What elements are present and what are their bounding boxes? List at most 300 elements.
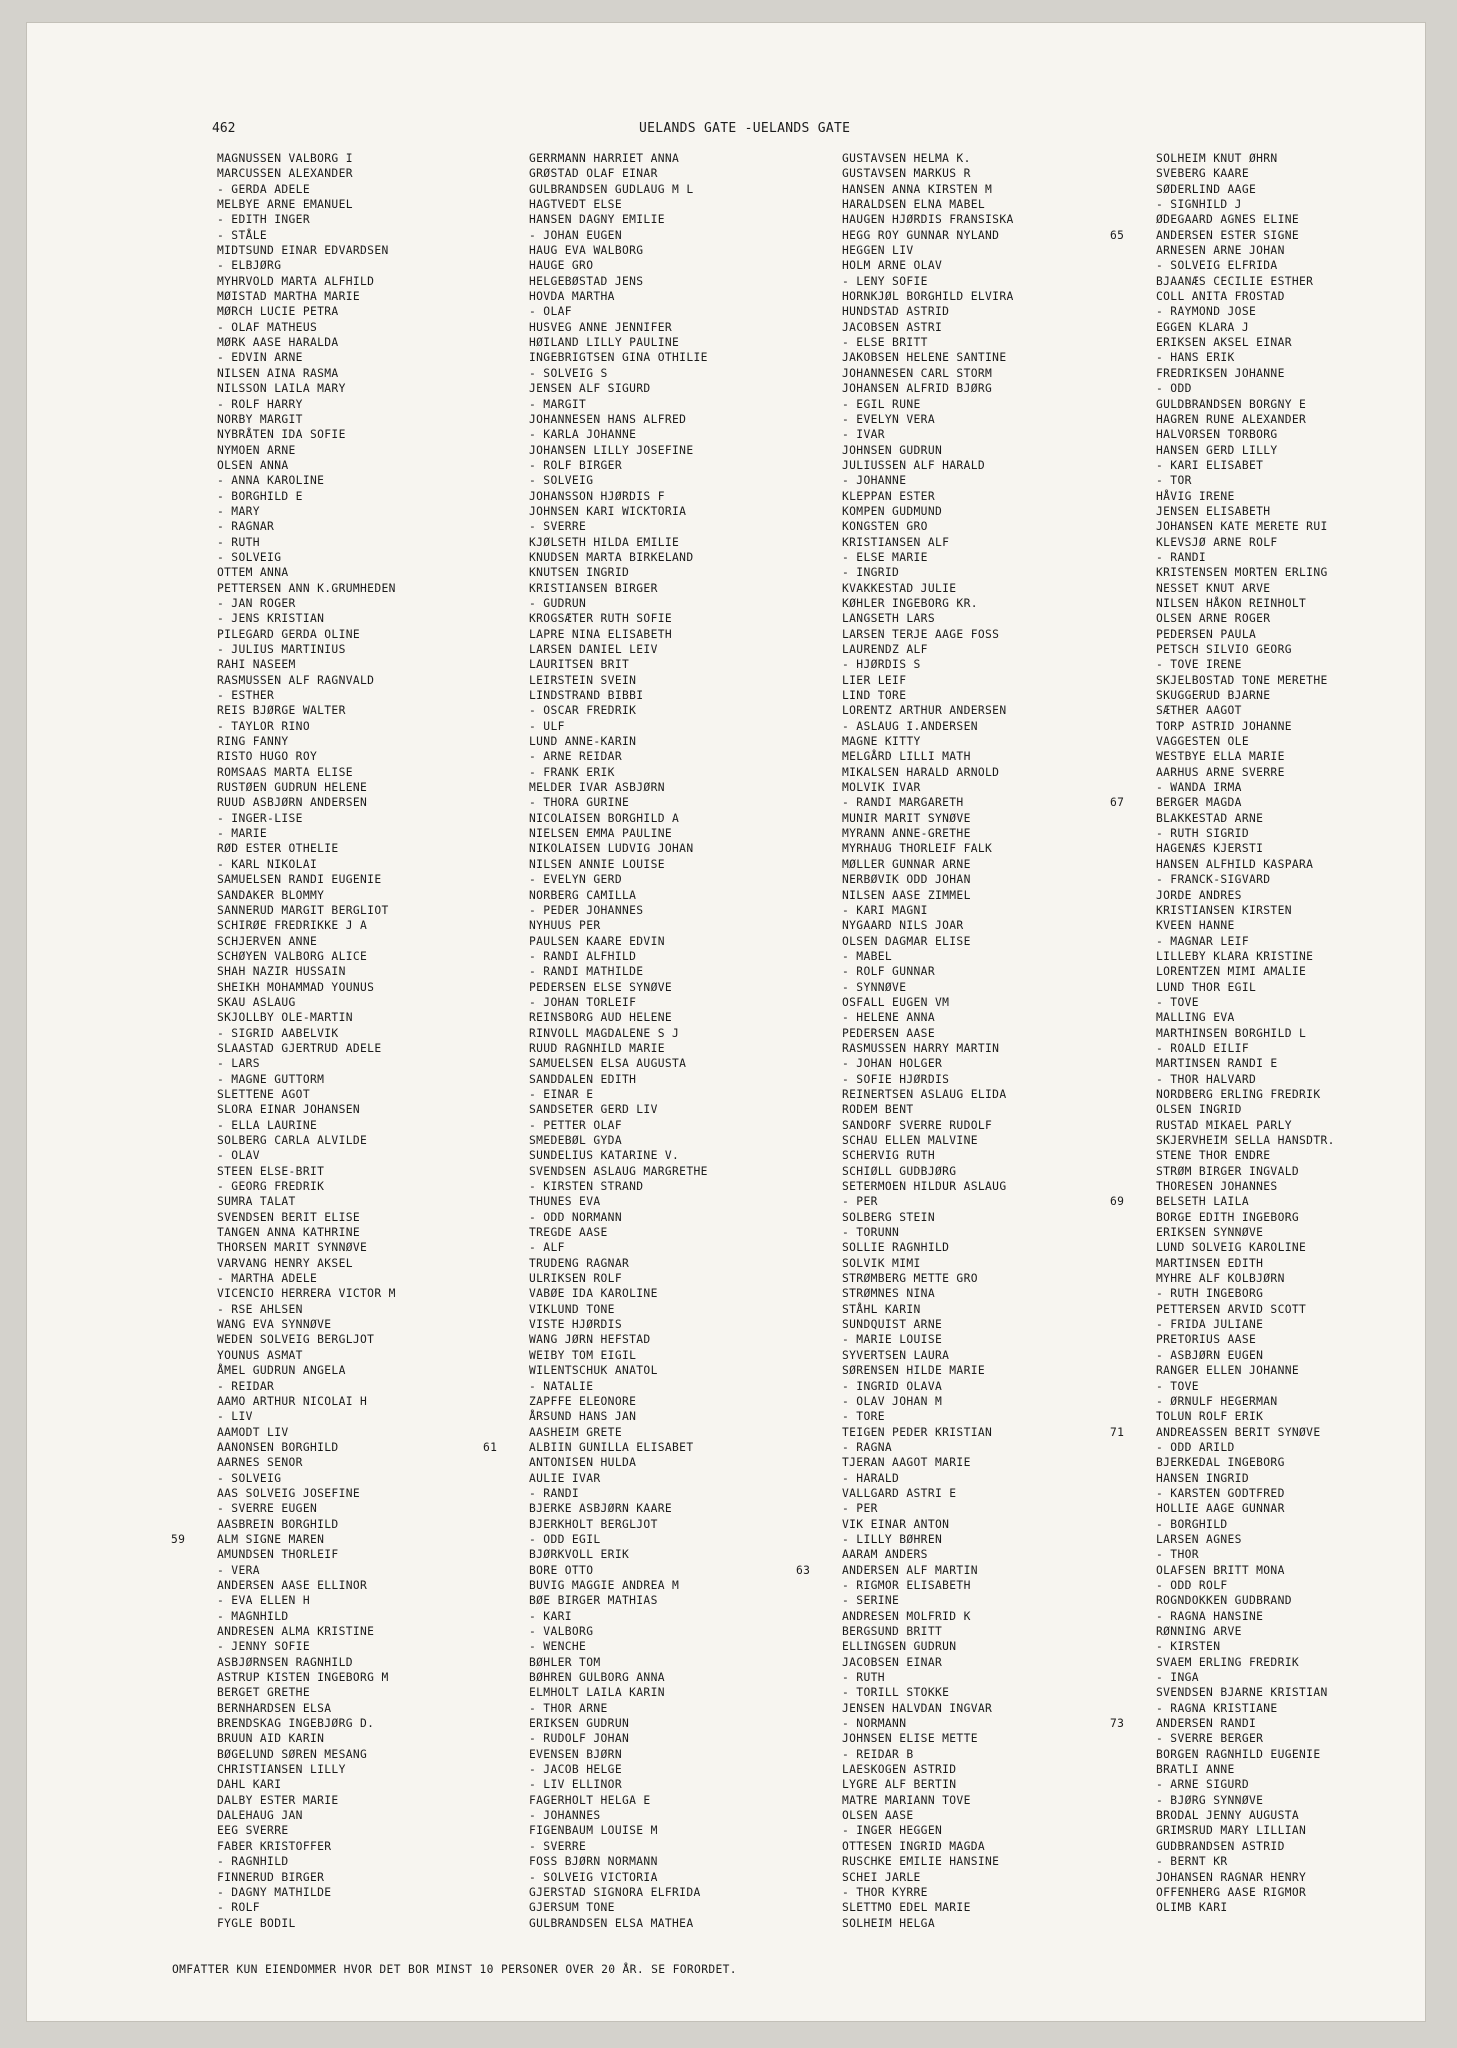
- resident-name: BØE BIRGER MATHIAS: [529, 1594, 658, 1608]
- resident-entry: [842, 212, 1014, 227]
- resident-name: - VALBORG: [529, 1625, 594, 1638]
- resident-name: - SOLVEIG S: [529, 366, 608, 380]
- resident-entry: [529, 1532, 708, 1547]
- resident-name: SÆTHER AAGOT: [1156, 704, 1242, 718]
- resident-entry: [529, 427, 708, 442]
- resident-name: LARSEN AGNES: [1156, 1532, 1242, 1546]
- resident-entry: [842, 1609, 1014, 1624]
- resident-name: AULIE IVAR: [529, 1471, 601, 1485]
- resident-name: - RAYMOND JOSE: [1156, 305, 1257, 319]
- resident-entry: [529, 535, 708, 550]
- resident-entry: [842, 872, 1014, 887]
- resident-name: LUND THOR EGIL: [1156, 980, 1257, 994]
- resident-name: HEGG ROY GUNNAR NYLAND: [842, 228, 1000, 242]
- resident-entry: [217, 1302, 396, 1317]
- resident-name: ANDRESEN MOLFRID K: [842, 1609, 971, 1623]
- resident-entry: [1156, 258, 1335, 273]
- resident-entry: [842, 304, 1014, 319]
- resident-name: TORP ASTRID JOHANNE: [1156, 719, 1292, 733]
- resident-entry: [1156, 274, 1335, 289]
- resident-entry: [1156, 565, 1335, 580]
- resident-entry: [529, 1302, 708, 1317]
- resident-entry: [529, 274, 708, 289]
- resident-entry: [1156, 335, 1335, 350]
- resident-entry: [529, 1731, 708, 1746]
- resident-entry: [842, 350, 1014, 365]
- resident-name: - INGA: [1156, 1671, 1199, 1685]
- resident-entry: [842, 1578, 1014, 1593]
- resident-name: SLETTENE AGOT: [217, 1087, 310, 1101]
- resident-name: - EDITH INGER: [217, 213, 310, 227]
- resident-entry: [529, 1609, 708, 1624]
- resident-name: - RAGNA: [842, 1440, 893, 1454]
- resident-entry: [1156, 1747, 1335, 1762]
- resident-name: OFFENHERG AASE RIGMOR: [1156, 1885, 1307, 1899]
- resident-name: SUNDELIUS KATARINE V.: [529, 1149, 680, 1163]
- resident-name: REIS BJØRGE WALTER: [217, 704, 346, 718]
- resident-name: SCHJERVEN ANNE: [217, 934, 318, 948]
- resident-name: FINNERUD BIRGER: [217, 1870, 325, 1884]
- resident-entry: [842, 1348, 1014, 1363]
- resident-entry: [1156, 320, 1335, 335]
- resident-entry: [529, 1854, 708, 1869]
- resident-entry: [1156, 980, 1335, 995]
- resident-entry: [842, 596, 1014, 611]
- resident-name: SOLVIK MIMI: [842, 1256, 921, 1270]
- resident-entry: [529, 1839, 708, 1854]
- resident-entry: [217, 703, 396, 718]
- resident-name: LUND ANNE-KARIN: [529, 735, 637, 749]
- resident-name: TOLUN ROLF ERIK: [1156, 1410, 1264, 1424]
- resident-entry: [217, 274, 396, 289]
- resident-entry: [217, 350, 396, 365]
- resident-entry: [529, 1194, 708, 1209]
- resident-entry: [842, 1010, 1014, 1025]
- resident-name: JACOBSEN ASTRI: [842, 320, 943, 334]
- resident-name: - SIGRID AABELVIK: [217, 1026, 339, 1040]
- resident-entry: [217, 888, 396, 903]
- resident-name: CHRISTIANSEN LILLY: [217, 1763, 346, 1777]
- resident-entry: [529, 1624, 708, 1639]
- resident-entry: [842, 1916, 1014, 1931]
- resident-entry: [217, 857, 396, 872]
- resident-entry: [217, 995, 396, 1010]
- resident-name: ALBIIN GUNILLA ELISABET: [529, 1440, 694, 1454]
- resident-entry: [842, 151, 1014, 166]
- resident-name: MAGNE KITTY: [842, 735, 921, 749]
- resident-entry: [842, 335, 1014, 350]
- resident-name: TANGEN ANNA KATHRINE: [217, 1226, 361, 1240]
- resident-entry: [529, 304, 708, 319]
- resident-name: JOHANSEN LILLY JOSEFINE: [529, 443, 694, 457]
- resident-name: GUSTAVSEN HELMA K.: [842, 152, 971, 165]
- resident-name: - MAGNHILD: [217, 1609, 289, 1623]
- resident-entry: [529, 182, 708, 197]
- resident-name: JORDE ANDRES: [1156, 888, 1242, 902]
- resident-name: - RANDI MARGARETH: [842, 796, 964, 810]
- resident-name: VIK EINAR ANTON: [842, 1517, 950, 1531]
- resident-name: - TAYLOR RINO: [217, 719, 310, 733]
- resident-name: - RAGNA KRISTIANE: [1156, 1701, 1278, 1715]
- resident-entry: [529, 673, 708, 688]
- resident-name: SVENDSEN BJARNE KRISTIAN: [1156, 1686, 1328, 1700]
- resident-entry: [1156, 1609, 1335, 1624]
- resident-name: ANDRESEN ALMA KRISTINE: [217, 1625, 375, 1638]
- resident-name: - TORILL STOKKE: [842, 1686, 950, 1700]
- resident-name: - BORGHILD E: [217, 489, 303, 503]
- resident-entry: [1156, 504, 1335, 519]
- resident-entry: [529, 1762, 708, 1777]
- resident-name: SYVERTSEN LAURA: [842, 1348, 950, 1362]
- resident-name: BORGE EDITH INGEBORG: [1156, 1210, 1300, 1224]
- resident-name: - ROLF GUNNAR: [842, 965, 935, 979]
- resident-entry: [1156, 1762, 1335, 1777]
- resident-name: SVENDSEN ASLAUG MARGRETHE: [529, 1164, 708, 1178]
- resident-name: BERGSUND BRITT: [842, 1625, 943, 1638]
- resident-name: - ELSE MARIE: [842, 550, 928, 564]
- resident-entry: [529, 949, 708, 964]
- resident-name: HANSEN DAGNY EMILIE: [529, 213, 665, 227]
- resident-entry: [1156, 1164, 1335, 1179]
- resident-entry: [217, 550, 396, 565]
- house-number: 69: [1110, 1195, 1125, 1209]
- resident-entry: [529, 1256, 708, 1271]
- resident-name: HAUGEN HJØRDIS FRANSISKA: [842, 213, 1014, 227]
- resident-name: THORSEN MARIT SYNNØVE: [217, 1241, 368, 1255]
- resident-name: OLSEN AASE: [842, 1809, 914, 1823]
- resident-entry: [529, 841, 708, 856]
- resident-name: LANGSETH LARS: [842, 612, 935, 626]
- resident-entry: [217, 1747, 396, 1762]
- resident-name: - ROALD EILIF: [1156, 1041, 1249, 1055]
- resident-name: GJERSTAD SIGNORA ELFRIDA: [529, 1885, 701, 1899]
- resident-name: ANDERSEN RANDI: [1156, 1717, 1257, 1731]
- resident-name: - KARSTEN GODTFRED: [1156, 1486, 1285, 1500]
- resident-name: MELBYE ARNE EMANUEL: [217, 198, 353, 212]
- resident-name: - RAGNA HANSINE: [1156, 1609, 1264, 1623]
- resident-entry: [1156, 1225, 1335, 1240]
- resident-name: - FRANK ERIK: [529, 765, 615, 779]
- resident-entry: [1156, 1409, 1335, 1424]
- resident-name: MØRCH LUCIE PETRA: [217, 305, 339, 319]
- resident-name: - RANDI: [1156, 550, 1207, 564]
- resident-entry: [842, 857, 1014, 872]
- resident-name: NYHUUS PER: [529, 919, 601, 933]
- resident-entry: [529, 1517, 708, 1532]
- resident-name: - JENS KRISTIAN: [217, 612, 325, 626]
- resident-entry: [217, 1194, 396, 1209]
- resident-name: - KIRSTEN STRAND: [529, 1180, 644, 1194]
- resident-name: NORBERG CAMILLA: [529, 888, 637, 902]
- resident-name: SANNERUD MARGIT BERGLIOT: [217, 903, 389, 917]
- resident-name: THORESEN JOHANNES: [1156, 1180, 1278, 1194]
- resident-entry: [217, 1133, 396, 1148]
- resident-name: - HANS ERIK: [1156, 351, 1235, 365]
- resident-name: - JOHANNE: [842, 474, 907, 488]
- resident-entry: [529, 1041, 708, 1056]
- resident-name: KRISTENSEN MORTEN ERLING: [1156, 566, 1328, 580]
- resident-entry: [217, 243, 396, 258]
- resident-entry: [217, 826, 396, 841]
- resident-entry: [842, 320, 1014, 335]
- resident-name: HAGTVEDT ELSE: [529, 198, 622, 212]
- resident-entry: [217, 443, 396, 458]
- resident-name: DALBY ESTER MARIE: [217, 1793, 339, 1807]
- resident-entry: [529, 596, 708, 611]
- resident-entry: [217, 1348, 396, 1363]
- resident-name: - DAGNY MATHILDE: [217, 1885, 332, 1899]
- resident-name: LAPRE NINA ELISABETH: [529, 627, 673, 641]
- resident-entry: [217, 611, 396, 626]
- resident-name: - TOR: [1156, 474, 1192, 488]
- resident-name: PEDERSEN PAULA: [1156, 627, 1257, 641]
- resident-name: INGEBRIGTSEN GINA OTHILIE: [529, 351, 708, 365]
- resident-entry: [217, 1455, 396, 1470]
- resident-entry: [529, 642, 708, 657]
- resident-name: MØLLER GUNNAR ARNE: [842, 857, 971, 871]
- resident-name: SCHIRØE FREDRIKKE J A: [217, 919, 368, 933]
- resident-entry: [1156, 1455, 1335, 1470]
- resident-entry: [1156, 427, 1335, 442]
- resident-name: LARSEN TERJE AAGE FOSS: [842, 627, 1000, 641]
- resident-entry: [529, 289, 708, 304]
- resident-name: EEG SVERRE: [217, 1824, 289, 1838]
- resident-entry: [1156, 1056, 1335, 1071]
- resident-entry: [842, 888, 1014, 903]
- resident-entry: [1156, 1440, 1335, 1455]
- resident-name: SOLLIE RAGNHILD: [842, 1241, 950, 1255]
- resident-name: TJERAN AAGOT MARIE: [842, 1456, 971, 1470]
- resident-entry: [1156, 642, 1335, 657]
- resident-entry: [217, 197, 396, 212]
- resident-name: MARTHINSEN BORGHILD L: [1156, 1026, 1307, 1040]
- resident-name: NILSEN HÅKON REINHOLT: [1156, 596, 1307, 610]
- resident-entry: [1156, 412, 1335, 427]
- footer-note: OMFATTER KUN EIENDOMMER HVOR DET BOR MINST 10 PERSONER OVER 20 ÅR. SE FORORDET.: [172, 1963, 737, 1976]
- resident-entry: [529, 1593, 708, 1608]
- resident-name: GULBRANDSEN GUDLAUG M L: [529, 182, 694, 196]
- resident-entry: [529, 734, 708, 749]
- resident-entry: [1156, 749, 1335, 764]
- resident-name: MAGNUSSEN VALBORG I: [217, 152, 353, 165]
- resident-entry: [1156, 166, 1335, 181]
- resident-entry: [529, 857, 708, 872]
- resident-entry: [1156, 1854, 1335, 1869]
- resident-name: AARHUS ARNE SVERRE: [1156, 765, 1285, 779]
- resident-name: - SOFIE HJØRDIS: [842, 1072, 950, 1086]
- resident-entry: [529, 258, 708, 273]
- resident-name: - RAGNAR: [217, 520, 275, 534]
- resident-name: GUDBRANDSEN ASTRID: [1156, 1839, 1285, 1853]
- resident-name: ÅRSUND HANS JAN: [529, 1410, 637, 1424]
- resident-entry: [217, 627, 396, 642]
- resident-entry: [1156, 719, 1335, 734]
- resident-entry: [217, 335, 396, 350]
- resident-name: - ANNA KAROLINE: [217, 474, 325, 488]
- resident-entry: [1156, 473, 1335, 488]
- resident-name: - MAGNE GUTTORM: [217, 1072, 325, 1086]
- resident-entry: [529, 550, 708, 565]
- resident-entry: [1156, 1332, 1335, 1347]
- resident-entry: [1156, 1041, 1335, 1056]
- resident-name: BORE OTTO: [529, 1563, 594, 1577]
- resident-name: RODEM BENT: [842, 1103, 914, 1117]
- resident-name: ALM SIGNE MAREN: [217, 1532, 325, 1546]
- resident-name: PEDERSEN ELSE SYNØVE: [529, 980, 673, 994]
- resident-entry: [217, 258, 396, 273]
- resident-name: KRISTIANSEN ALF: [842, 535, 950, 549]
- resident-entry: [217, 212, 396, 227]
- resident-name: LEIRSTEIN SVEIN: [529, 673, 637, 687]
- resident-entry: [1156, 1593, 1335, 1608]
- resident-entry: [1156, 903, 1335, 918]
- street-heading: UELANDS GATE -UELANDS GATE: [639, 121, 851, 136]
- resident-name: - LIV ELLINOR: [529, 1778, 622, 1792]
- resident-entry: [529, 780, 708, 795]
- resident-name: ERIKSEN AKSEL EINAR: [1156, 336, 1292, 350]
- resident-entry: [1156, 1701, 1335, 1716]
- resident-entry: [217, 1701, 396, 1716]
- resident-name: SCHAU ELLEN MALVINE: [842, 1134, 978, 1147]
- resident-name: OLSEN DAGMAR ELISE: [842, 934, 971, 948]
- resident-entry: [529, 1210, 708, 1225]
- resident-name: RUSCHKE EMILIE HANSINE: [842, 1855, 1000, 1869]
- resident-name: RASMUSSEN HARRY MARTIN: [842, 1041, 1000, 1055]
- resident-name: - ELBJØRG: [217, 259, 282, 273]
- resident-name: SKJELBOSTAD TONE MERETHE: [1156, 673, 1328, 687]
- resident-name: JULIUSSEN ALF HARALD: [842, 458, 986, 472]
- resident-name: - TOVE: [1156, 995, 1199, 1009]
- resident-entry: [842, 366, 1014, 381]
- resident-entry: [217, 1486, 396, 1501]
- resident-name: - JOHANNES: [529, 1809, 601, 1823]
- resident-name: HAUG EVA WALBORG: [529, 244, 644, 258]
- house-number: 67: [1110, 796, 1125, 810]
- resident-name: ANDREASSEN BERIT SYNØVE: [1156, 1425, 1321, 1439]
- resident-name: - RANDI ALFHILD: [529, 949, 637, 963]
- resident-entry: [842, 1731, 1014, 1746]
- resident-entry: [1156, 1870, 1335, 1885]
- resident-entry: [217, 1102, 396, 1117]
- resident-name: KROGSÆTER RUTH SOFIE: [529, 612, 673, 626]
- resident-entry: [842, 1087, 1014, 1102]
- resident-entry: [529, 228, 708, 243]
- resident-entry: [842, 811, 1014, 826]
- resident-name: DAHL KARI: [217, 1778, 282, 1792]
- resident-entry: [217, 458, 396, 473]
- resident-entry: [217, 1087, 396, 1102]
- resident-name: OTTEM ANNA: [217, 566, 289, 580]
- resident-name: WEDEN SOLVEIG BERGLJOT: [217, 1333, 375, 1347]
- house-number: 63: [796, 1563, 811, 1577]
- resident-name: - WANDA IRMA: [1156, 781, 1242, 795]
- resident-entry: [529, 657, 708, 672]
- resident-name: - RUTH: [842, 1671, 885, 1685]
- resident-entry: [1156, 1179, 1335, 1194]
- resident-name: PETSCH SILVIO GEORG: [1156, 643, 1292, 656]
- resident-entry: [529, 611, 708, 626]
- resident-entry: [842, 1102, 1014, 1117]
- resident-name: BRUUN AID KARIN: [217, 1732, 325, 1746]
- resident-name: - ROLF HARRY: [217, 397, 303, 411]
- resident-name: BERGET GRETHE: [217, 1686, 310, 1700]
- resident-name: MYHRVOLD MARTA ALFHILD: [217, 274, 375, 288]
- resident-entry: [842, 581, 1014, 596]
- resident-entry: [217, 1900, 396, 1915]
- resident-name: - TORE: [842, 1410, 885, 1424]
- resident-entry: [217, 1777, 396, 1792]
- resident-name: - LIV: [217, 1410, 253, 1424]
- resident-entry: [1156, 289, 1335, 304]
- resident-entry: [842, 642, 1014, 657]
- resident-entry: [842, 519, 1014, 534]
- resident-name: SØDERLIND AAGE: [1156, 182, 1257, 196]
- resident-entry: [1156, 703, 1335, 718]
- resident-name: MØRK AASE HARALDA: [217, 336, 339, 350]
- resident-name: VISTE HJØRDIS: [529, 1318, 622, 1332]
- resident-entry: [1156, 1885, 1335, 1900]
- resident-name: ROMSAAS MARTA ELISE: [217, 765, 353, 779]
- resident-name: WESTBYE ELLA MARIE: [1156, 750, 1285, 764]
- resident-name: - KARL NIKOLAI: [217, 857, 318, 871]
- resident-entry: [1156, 1010, 1335, 1025]
- resident-entry: [842, 1148, 1014, 1163]
- resident-name: - EGIL RUNE: [842, 397, 921, 411]
- resident-entry: [842, 903, 1014, 918]
- resident-entry: [842, 1808, 1014, 1823]
- resident-entry: [842, 1885, 1014, 1900]
- resident-entry: [529, 826, 708, 841]
- resident-entry: [1156, 1823, 1335, 1838]
- resident-name: - REIDAR: [217, 1379, 275, 1393]
- resident-name: LIND TORE: [842, 689, 907, 703]
- resident-entry: [1156, 1670, 1335, 1685]
- resident-name: RUUD ASBJØRN ANDERSEN: [217, 796, 368, 810]
- resident-name: ANDERSEN AASE ELLINOR: [217, 1578, 368, 1592]
- resident-entry: [1156, 857, 1335, 872]
- resident-entry: [842, 1900, 1014, 1915]
- resident-name: - THOR ARNE: [529, 1701, 608, 1715]
- resident-name: MYHRE ALF KOLBJØRN: [1156, 1272, 1285, 1286]
- resident-name: - JENNY SOFIE: [217, 1640, 310, 1654]
- resident-entry: [529, 1793, 708, 1808]
- resident-name: ERIKSEN GUDRUN: [529, 1717, 630, 1731]
- resident-name: - ODD ROLF: [1156, 1578, 1228, 1592]
- resident-entry: [217, 1685, 396, 1700]
- resident-name: JENSEN ELISABETH: [1156, 504, 1271, 518]
- resident-entry: [217, 1148, 396, 1163]
- resident-name: SOLBERG STEIN: [842, 1210, 935, 1224]
- resident-entry: [842, 443, 1014, 458]
- resident-name: JAKOBSEN HELENE SANTINE: [842, 351, 1007, 365]
- resident-name: - THOR: [1156, 1548, 1199, 1562]
- resident-name: SAMUELSEN ELSA AUGUSTA: [529, 1057, 687, 1071]
- resident-name: - FRANCK-SIGVARD: [1156, 873, 1271, 887]
- resident-name: - OLAF MATHEUS: [217, 320, 318, 334]
- resident-entry: [842, 1532, 1014, 1547]
- resident-entry: [529, 749, 708, 764]
- resident-entry: [842, 258, 1014, 273]
- resident-entry: [1110, 1716, 1335, 1731]
- resident-entry: [842, 1747, 1014, 1762]
- resident-entry: [217, 151, 396, 166]
- resident-entry: [217, 1271, 396, 1286]
- resident-entry: [217, 1440, 396, 1455]
- resident-name: WANG JØRN HEFSTAD: [529, 1333, 651, 1347]
- resident-entry: [529, 1409, 708, 1424]
- resident-entry: [529, 1179, 708, 1194]
- resident-entry: [217, 1225, 396, 1240]
